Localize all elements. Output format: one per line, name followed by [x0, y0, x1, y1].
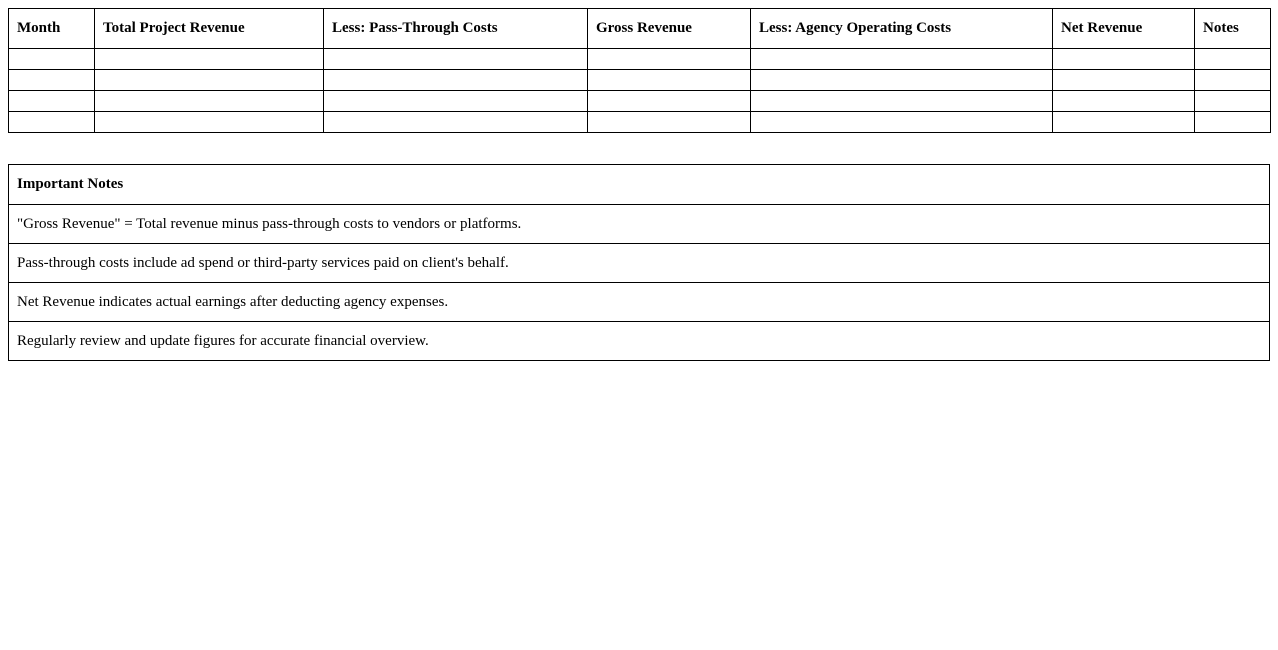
note-item: Regularly review and update figures for accurate financial overview. [9, 322, 1270, 361]
notes-row [9, 283, 1270, 322]
notes-table [8, 164, 1270, 361]
table-cell[interactable] [324, 112, 588, 133]
table-cell[interactable] [1195, 112, 1271, 133]
table-cell[interactable] [9, 112, 95, 133]
column-header-net-revenue: Net Revenue [1053, 9, 1195, 49]
table-cell[interactable] [1053, 112, 1195, 133]
table-cell[interactable] [95, 49, 324, 70]
notes-row [9, 322, 1270, 361]
column-header-month: Month [9, 9, 95, 49]
table-cell[interactable] [9, 91, 95, 112]
note-item: Pass-through costs include ad spend or third-party services paid on client's behalf. [9, 244, 1270, 283]
header-row [9, 9, 1271, 49]
table-cell[interactable] [324, 91, 588, 112]
table-cell[interactable] [751, 70, 1053, 91]
column-header-total-project-revenue: Total Project Revenue [95, 9, 324, 49]
table-cell[interactable] [324, 70, 588, 91]
table-cell[interactable] [95, 91, 324, 112]
table-cell[interactable] [588, 49, 751, 70]
column-header-notes: Notes [1195, 9, 1271, 49]
table-cell[interactable] [588, 91, 751, 112]
table-row [9, 49, 1271, 70]
table-cell[interactable] [1195, 91, 1271, 112]
table-cell[interactable] [751, 49, 1053, 70]
note-item: Net Revenue indicates actual earnings after deducting agency expenses. [9, 283, 1270, 322]
notes-row [9, 244, 1270, 283]
notes-heading: Important Notes [9, 165, 1270, 205]
table-cell[interactable] [588, 70, 751, 91]
column-header-gross-revenue: Gross Revenue [588, 9, 751, 49]
table-cell[interactable] [1053, 49, 1195, 70]
column-header-agency-operating-costs: Less: Agency Operating Costs [751, 9, 1053, 49]
table-cell[interactable] [1195, 70, 1271, 91]
table-cell[interactable] [588, 112, 751, 133]
notes-row [9, 205, 1270, 244]
table-cell[interactable] [1053, 91, 1195, 112]
table-row [9, 112, 1271, 133]
table-cell[interactable] [95, 70, 324, 91]
table-cell[interactable] [1053, 70, 1195, 91]
table-row [9, 70, 1271, 91]
revenue-table [8, 8, 1271, 133]
table-cell[interactable] [751, 112, 1053, 133]
table-cell[interactable] [9, 70, 95, 91]
table-cell[interactable] [9, 49, 95, 70]
table-cell[interactable] [95, 112, 324, 133]
table-row [9, 91, 1271, 112]
note-item: "Gross Revenue" = Total revenue minus pass-through costs to vendors or platforms. [9, 205, 1270, 244]
table-cell[interactable] [1195, 49, 1271, 70]
table-cell[interactable] [751, 91, 1053, 112]
column-header-pass-through-costs: Less: Pass-Through Costs [324, 9, 588, 49]
notes-header-row [9, 165, 1270, 205]
table-cell[interactable] [324, 49, 588, 70]
